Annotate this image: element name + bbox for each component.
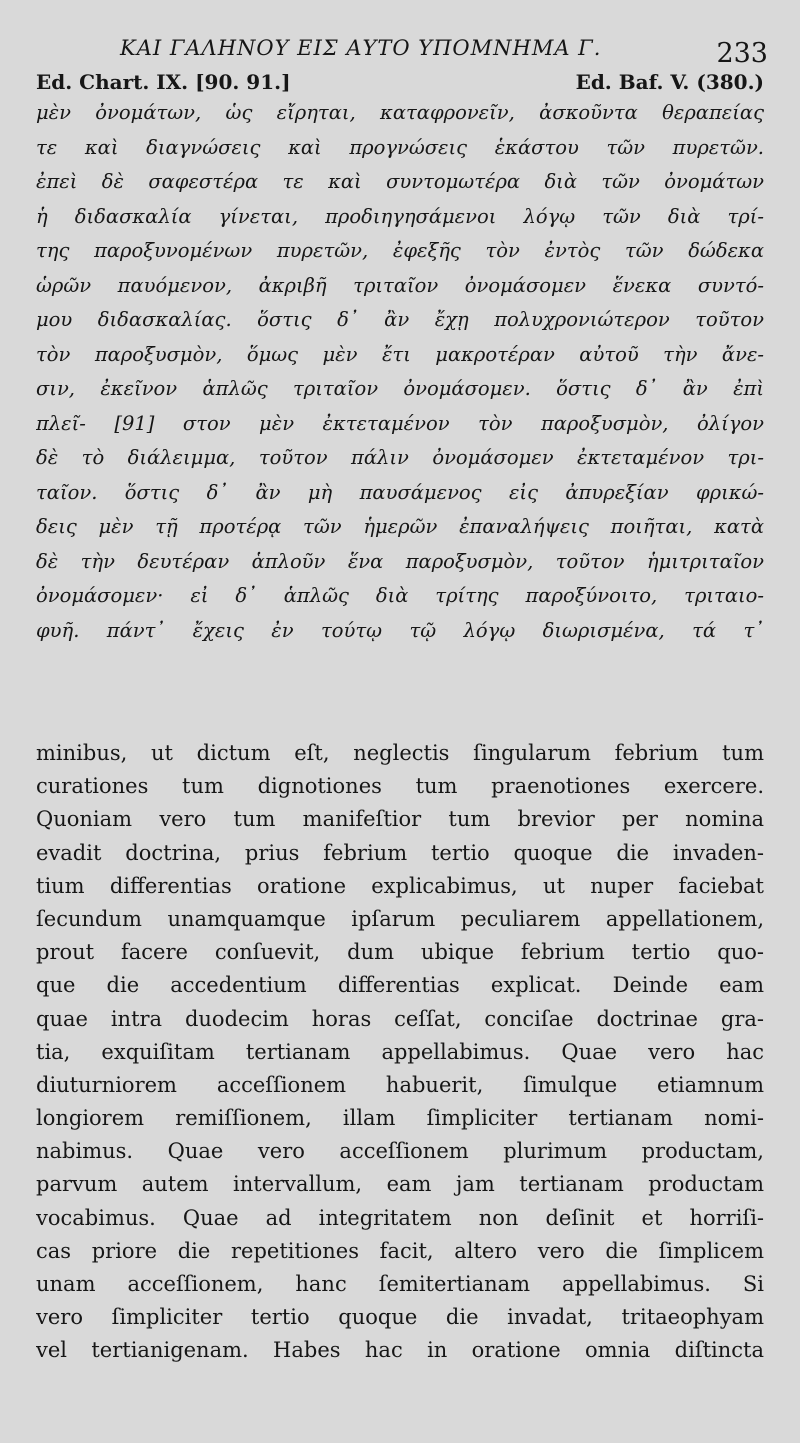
greek-line: μὲν ὀνομάτων, ὡς εἴρηται, καταφρονεῖν, ἀσκοῦντα θεραπείας — [36, 101, 764, 124]
greek-line: ὡρῶν παυόμενον, ἀκριβῆ τριταῖον ὀνομάσομεν ἕνεκα συντό- — [36, 273, 764, 297]
latin-line: que die accedentium differentias explicat. Deinde eam — [36, 973, 764, 998]
greek-line: δὲ τὸ διάλειμμα, τοῦτον πάλιν ὀνομάσομεν ἐκτεταμένον τρι- — [36, 446, 764, 469]
latin-line: curationes tum dignotiones tum praenotiones exercere. — [36, 774, 764, 799]
running-header — [0, 30, 800, 70]
greek-line: πλεῖ- [91] στον μὲν ἐκτεταμένον τὸν παροξυσμὸν, ὀλίγον — [36, 411, 764, 435]
latin-line: Quoniam vero tum manifeſtior tum brevior per nomina — [36, 807, 764, 832]
running-title: ΚΑΙ ΓΑΛΗΝΟΥ ΕΙΣ ΑΥΤΟ ΥΠΟΜΝΗΜΑ Γ. — [120, 36, 602, 60]
latin-line: parvum autem intervallum, eam jam tertianam productam — [36, 1172, 764, 1197]
page-number: 233 — [716, 38, 768, 69]
greek-line: μου διδασκαλίας. ὅστις δ᾽ ἂν ἔχῃ πολυχρονιώτερον τοῦτον — [36, 308, 764, 331]
latin-line: ſecundum unamquamque ipſarum peculiarem appellationem, — [36, 906, 764, 931]
greek-line: της παροξυνομένων πυρετῶν, ἐφεξῆς τὸν ἐντὸς τῶν δώδεκα — [36, 239, 764, 262]
greek-line: ἡ διδασκαλία γίνεται, προδιηγησάμενοι λόγῳ τῶν διὰ τρί- — [36, 204, 764, 228]
greek-line: ταῖον. ὅστις δ᾽ ἂν μὴ παυσάμενος εἰς ἀπυρεξίαν φρικώ- — [36, 480, 764, 504]
latin-line: prout facere conſuevit, dum ubique febrium tertio quo- — [36, 940, 764, 965]
greek-line: ὀνομάσομεν· εἰ δ᾽ ἁπλῶς διὰ τρίτης παροξύνοιτο, τριταιο- — [36, 584, 764, 607]
latin-text-block — [36, 737, 764, 1368]
bleed-through-shadow — [150, 660, 770, 740]
latin-line: cas priore die repetitiones facit, altero vero die ſimplicem — [36, 1238, 764, 1263]
latin-line: vero ſimpliciter tertio quoque die invadat, tritaeophyam — [36, 1305, 764, 1330]
edition-chartier-ref: Ed. Chart. IX. [90. 91.] — [36, 70, 291, 94]
greek-line: δὲ τὴν δευτέραν ἁπλοῦν ἕνα παροξυσμὸν, τοῦτον ἡμιτριταῖον — [36, 549, 764, 573]
latin-line: quae intra duodecim horas ceſſat, conciſae doctrinae gra- — [36, 1006, 764, 1031]
latin-line: longiorem remiſſionem, illam ſimpliciter tertianam nomi- — [36, 1106, 764, 1131]
latin-line: vel tertianigenam. Habes hac in oratione omnia diſtincta — [36, 1338, 764, 1363]
latin-line: unam acceſſionem, hanc ſemitertianam appellabimus. Si — [36, 1272, 764, 1296]
greek-line: τὸν παροξυσμὸν, ὅμως μὲν ἔτι μακροτέραν αὐτοῦ τὴν ἄνε- — [36, 342, 764, 366]
greek-line: δεις μὲν τῇ προτέρᾳ τῶν ἡμερῶν ἐπαναλήψεις ποιῆται, κατὰ — [36, 515, 764, 538]
latin-line: minibus, ut dictum eſt, neglectis ſingularum febrium tum — [36, 741, 764, 765]
latin-line: tia, exquiſitam tertianam appellabimus. Quae vero hac — [36, 1039, 764, 1064]
greek-line: σιν, ἐκεῖνον ἁπλῶς τριταῖον ὀνομάσομεν. ὅστις δ᾽ ἂν ἐπὶ — [36, 377, 764, 400]
latin-line: vocabimus. Quae ad integritatem non deſinit et horriſi- — [36, 1205, 764, 1230]
latin-line: tium differentias oratione explicabimus, ut nuper faciebat — [36, 873, 764, 898]
greek-line: τε καὶ διαγνώσεις καὶ προγνώσεις ἑκάστου τῶν πυρετῶν. — [36, 135, 764, 159]
greek-line: φυῆ. πάντ᾽ ἔχεις ἐν τούτῳ τῷ λόγῳ διωρισμένα, τά τ᾽ — [36, 618, 764, 642]
latin-line: diuturniorem acceſſionem habuerit, ſimulque etiamnum — [36, 1072, 764, 1097]
greek-text-block — [36, 96, 764, 648]
edition-basel-ref: Ed. Baf. V. (380.) — [575, 70, 764, 94]
latin-line: nabimus. Quae vero acceſſionem plurimum productam, — [36, 1139, 764, 1164]
greek-line: ἐπεὶ δὲ σαφεστέρα τε καὶ συντομωτέρα διὰ τῶν ὀνομάτων — [36, 170, 764, 193]
latin-line: evadit doctrina, prius febrium tertio quoque die invaden- — [36, 840, 764, 865]
